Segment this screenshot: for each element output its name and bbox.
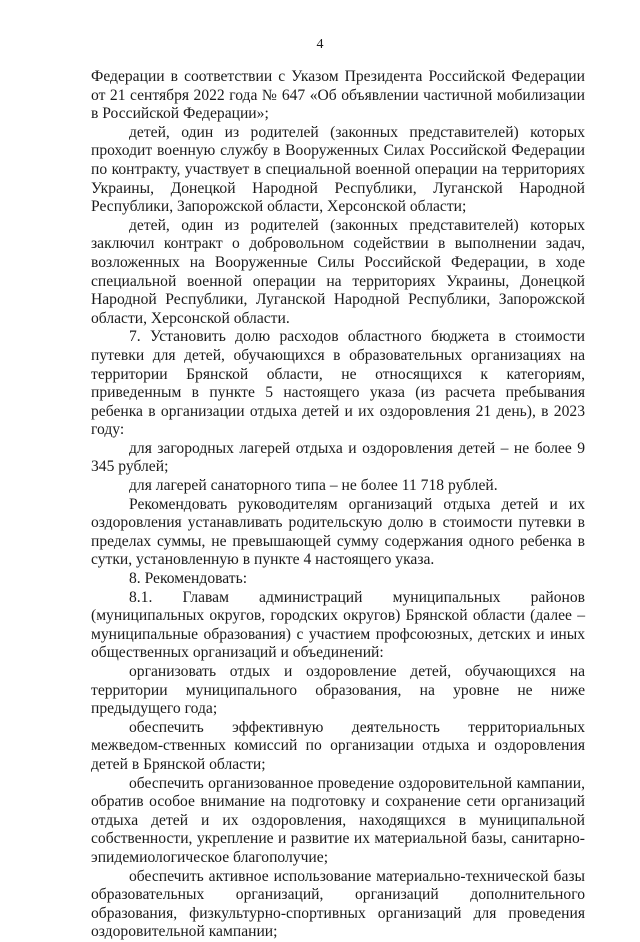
paragraph: 8. Рекомендовать: xyxy=(129,570,248,588)
paragraph: для лагерей санаторного типа – не более 11 718 рублей. xyxy=(129,477,498,495)
paragraph: обеспечить организованное проведение оздоровительной кампании, обратив особое внимание на подготовку и сохранение сети организаций отдыха детей и их оздоровления, находящихся в муниципальной собственности, укрепление и развитие их материальной базы, санитарно-эпидемиологическое благополучие; xyxy=(91,774,585,866)
document-body xyxy=(91,68,585,942)
paragraph: Рекомендовать руководителям организаций отдыха детей и их оздоровления устанавливать родительскую долю в стоимости путевки в пределах суммы, не превышающей сумму содержания одного ребенка в сутки, установленную в пункте 4 настоящего указа. xyxy=(91,495,585,569)
paragraph: для загородных лагерей отдыха и оздоровления детей – не более 9 345 рублей; xyxy=(91,439,585,476)
paragraph: 7. Установить долю расходов областного бюджета в стоимости путевки для детей, обучающихся в образовательных организациях на территории Брянской области, не относящихся к категориям, приведенным в пункте 5 настоящего указа (из расчета пребывания ребенка в организации отдыха детей и их оздоровления 21 день), в 2023 году: xyxy=(91,328,585,439)
paragraph: детей, один из родителей (законных представителей) которых проходит военную службу в Вооруженных Силах Российской Федерации по контракту, участвует в специальной военной операции на территориях Украины, Донецкой Народной Республики, Луганской Народной Республики, Запорожской области, Херсонской области; xyxy=(91,123,585,216)
page-number: 4 xyxy=(316,37,324,52)
paragraph: обеспечить эффективную деятельность территориальных межведом-ственных комиссий по организации отдыха и оздоровления детей в Брянской области; xyxy=(91,718,585,773)
paragraph: 8.1. Главам администраций муниципальных районов (муниципальных округов, городских округов) Брянской области (далее – муниципальные образования) с участием профсоюзных, детских и иных общественных организаций и объединений: xyxy=(91,588,585,662)
paragraph: обеспечить активное использование материально-технической базы образовательных организаций, организаций дополнительного образования, физкультурно-спортивных организаций для проведения оздоровительной кампании; xyxy=(91,867,585,941)
paragraph: организовать отдых и оздоровление детей, обучающихся на территории муниципального образования, на уровне не ниже предыдущего года; xyxy=(91,663,585,718)
paragraph: Федерации в соответствии с Указом Президента Российской Федерации от 21 сентября 2022 года № 647 «Об объявлении частичной мобилизации в Российской Федерации»; xyxy=(91,68,585,123)
paragraph: детей, один из родителей (законных представителей) которых заключил контракт о добровольном содействии в выполнении задач, возложенных на Вооруженные Силы Российской Федерации, в ходе специальной военной операции на территориях Украины, Донецкой Народной Республики, Луганской Народной Республики, Запорожской области, Херсонской области. xyxy=(91,216,585,327)
